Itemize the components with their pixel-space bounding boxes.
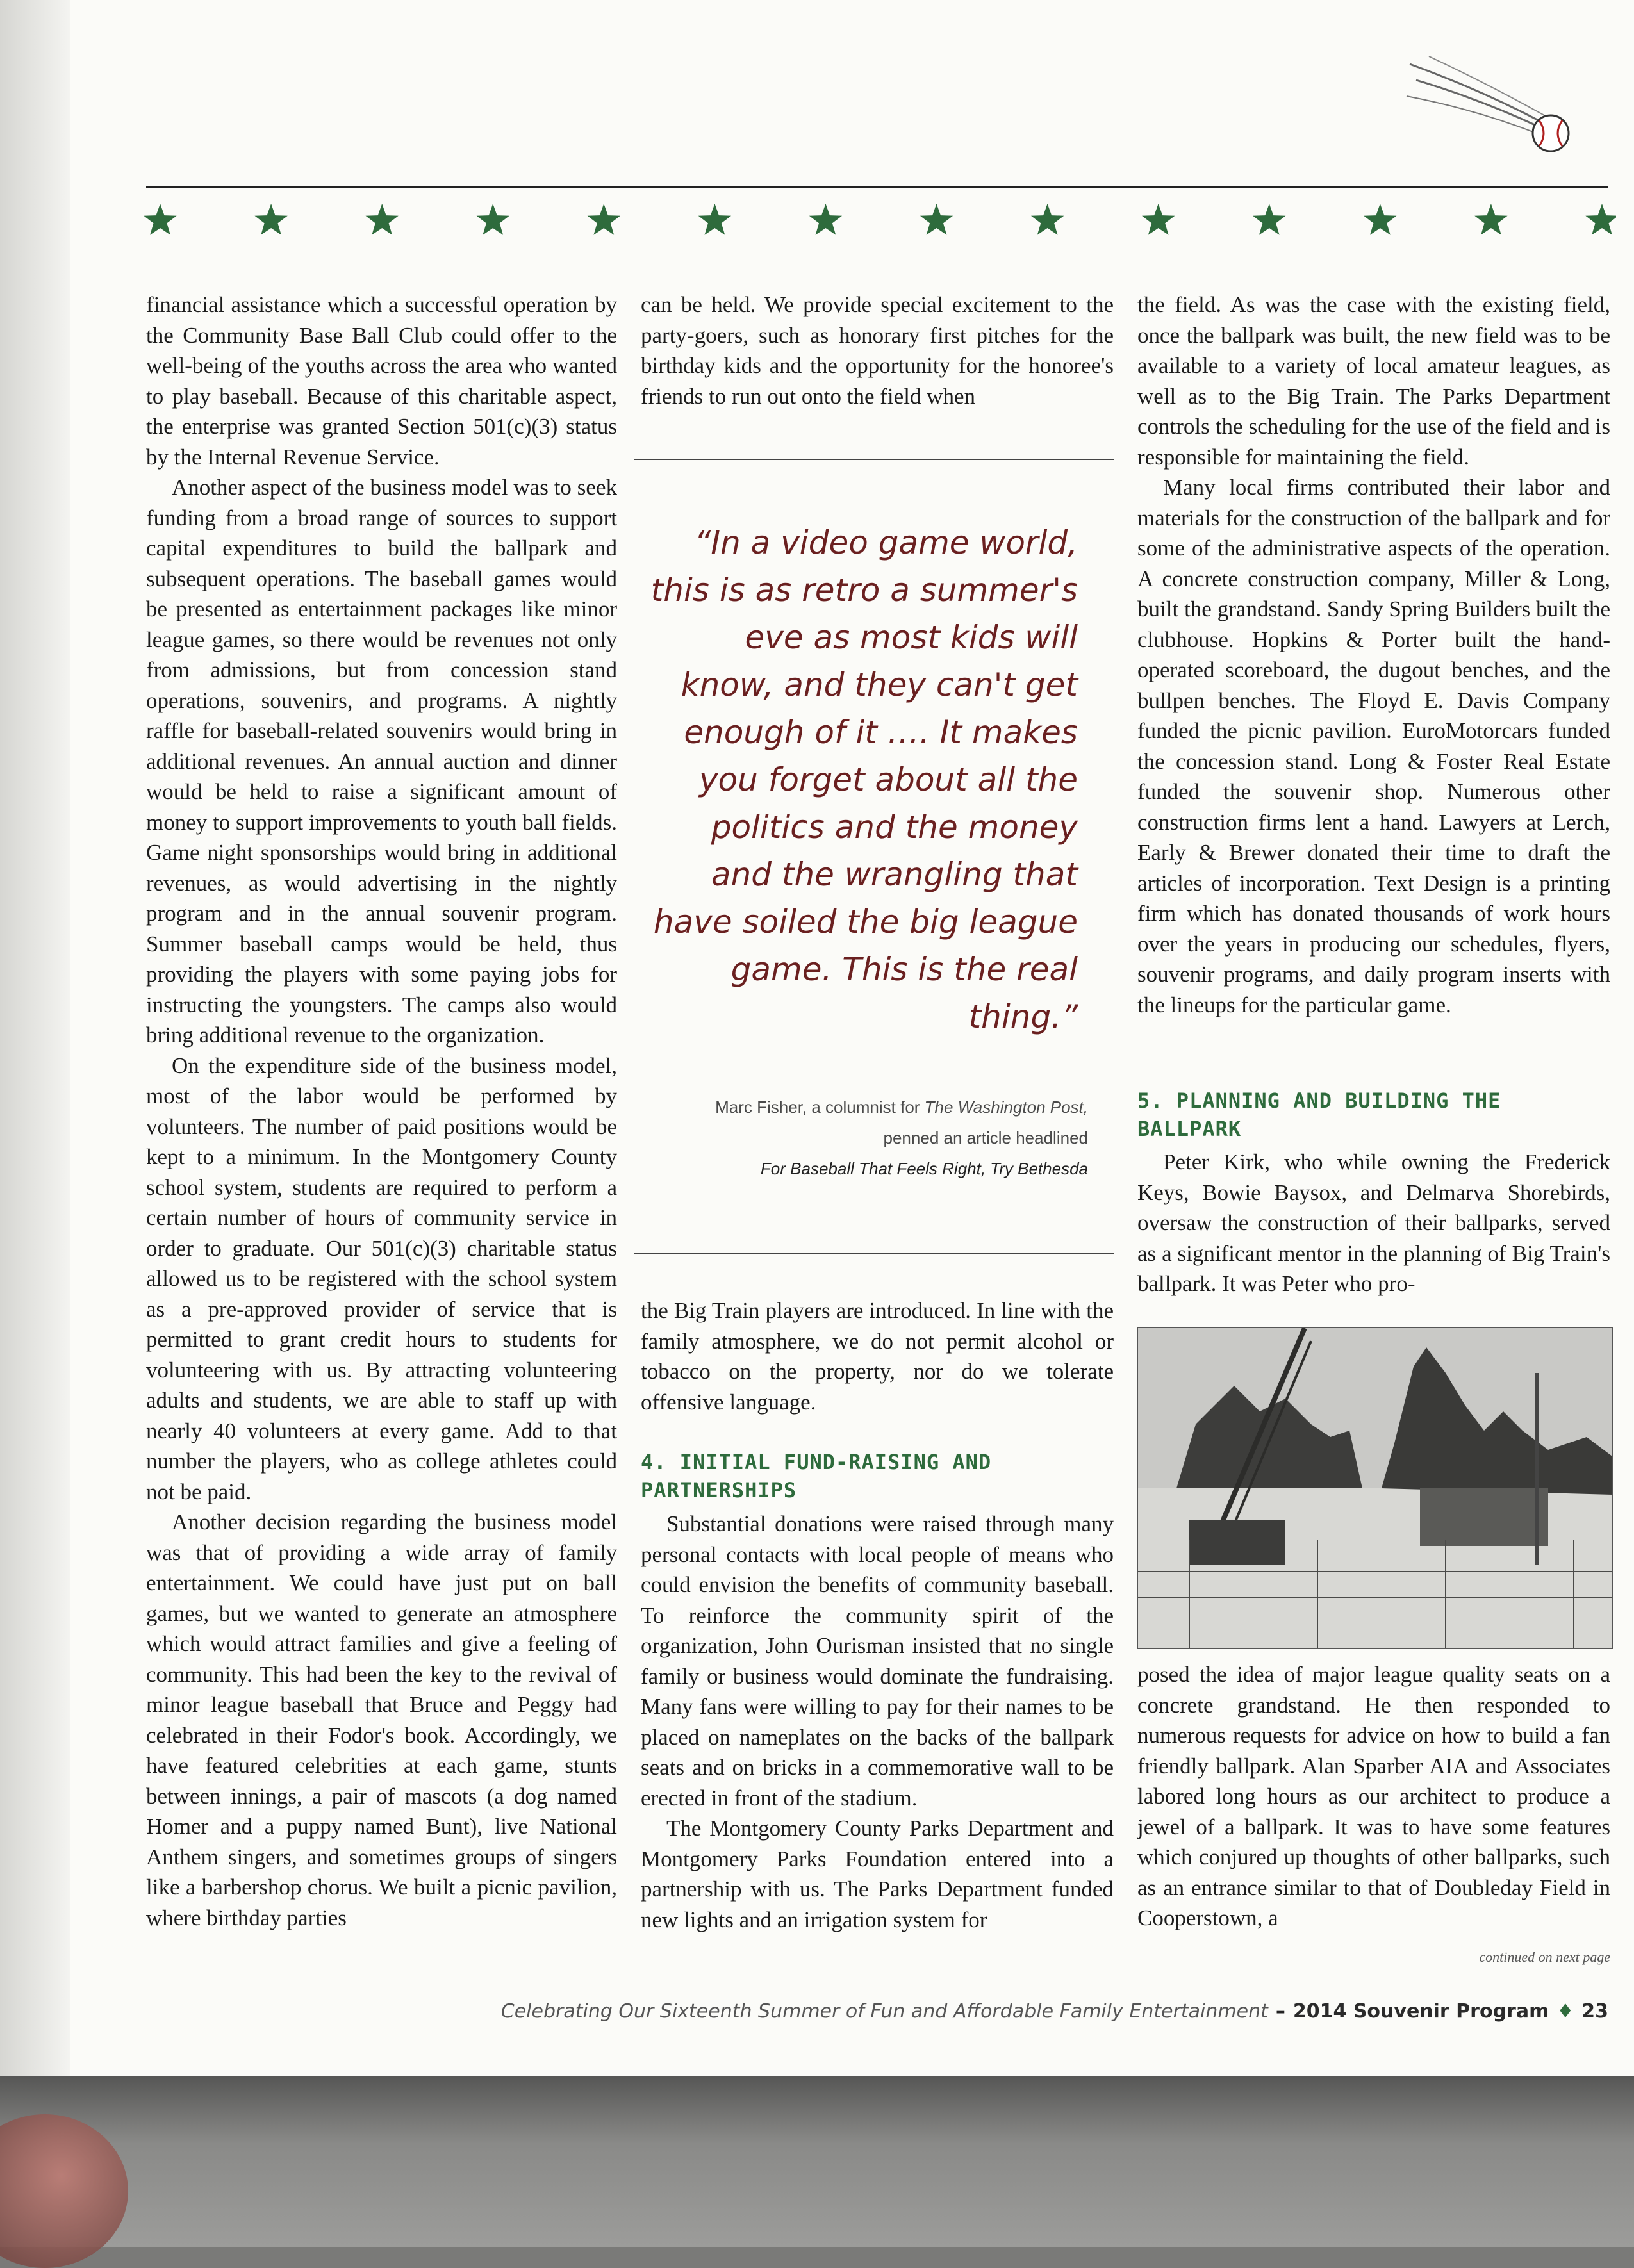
- star-icon: [1585, 204, 1616, 235]
- star-icon: [144, 204, 176, 235]
- col3-paragraph-2: Many local firms contributed their labor and materials for the construction of the ballpark and for some of the administrative aspects of the operation. A concrete construction company, Miller & Long, built the grandstand. Sandy Spring Builders built the clubhouse. Hopkins & Porter built the hand-operated scoreboard, the dugout benches, and the bullpen benches. The Floyd E. Davis Company funded the picnic pavilion. EuroMotorcars funded the concession stand. Long & Foster Real Estate funded the souvenir shop. Numerous other construction firms lent a hand. Lawyers at Lerch, Early & Brewer donated their time to draft the articles of incorporation. Text Design is a printing firm which has donated thousands of work hours over the years in producing our schedules, flyers, souvenir programs, and daily program inserts with the lineups for the particular game.: [1137, 475, 1610, 1017]
- section-4-paragraph-1: Substantial donations were raised through many personal contacts with local people of means who could envision the benefits of community baseball. To reinforce the community spirit of the organization, John Ourisman insisted that no single family or business would dominate the fundraising. Many fans were willing to pay for their names to be placed on nameplates on the backs of the ballpark seats and on bricks in a commemorative wall to be erected in front of the stadium.: [641, 1511, 1114, 1811]
- col1-paragraph-1: financial assistance which a successful operation by the Community Base Ball Club could offer to the well-being of the youths across the area who wanted to play baseball. Because of this charitable aspect, the enterprise was granted Section 501(c)(3) status by the Internal Revenue Service.: [146, 292, 617, 470]
- scan-background: [0, 2076, 1634, 2247]
- star-icon: [254, 204, 287, 235]
- page-number: 23: [1581, 2000, 1608, 2023]
- continued-note: continued on next page: [1479, 1949, 1610, 1965]
- star-icon: [1364, 204, 1396, 235]
- section-4-body: [641, 1509, 1114, 1935]
- diamond-icon: ♦: [1556, 2000, 1574, 2023]
- col2-paragraph-1: can be held. We provide special excitement to the party-goers, such as honorary first pitches for the birthday kids and the opportunity for the honoree's friends to run out onto the field when: [641, 292, 1114, 409]
- attribution-publication: The Washington Post,: [924, 1097, 1088, 1117]
- star-icon: [809, 204, 842, 235]
- col3-paragraph-1: the field. As was the case with the existing field, once the ballpark was built, the new field was to be available to a variety of local amateur leagues, as well as to the Big Train. The Parks Department controls the scheduling for the use of the field and is responsible for maintaining the field.: [1137, 292, 1610, 470]
- star-icon: [1253, 204, 1285, 235]
- section-5-paragraph-2: posed the idea of major league quality seats on a concrete grandstand. He then responded to numerous requests for advice on how to build a fan friendly ballpark. Alan Sparber AIA and Associates labored long hours as our architect to produce a jewel of a ballpark. It was to have some features which conjured up thoughts of other ballparks, such as an entrance similar to that of Doubleday Field in Cooperstown, a: [1137, 1662, 1610, 1930]
- attribution-headline: For Baseball That Feels Right, Try Bethesda: [760, 1159, 1088, 1178]
- col1-paragraph-4: Another decision regarding the business model was that of providing a wide array of family entertainment. We could have just put on ball games, but we wanted to generate an atmosphere which would attract families and give a feeling of community. This had been the key to the revival of minor league baseball that Bruce and Peggy had celebrated in their Fodor's book. Accordingly, we have featured celebrities at each game, stunts between innings, a pair of mascots (a dog named Homer and a puppy named Bunt), live National Anthem singers, and sometimes groups of singers like a barbershop chorus. We built a picnic pavilion, where birthday parties: [146, 1509, 617, 1930]
- column-3-bottom: [1137, 1659, 1610, 1934]
- star-icon: [1031, 204, 1064, 235]
- section-5-heading: 5. PLANNING AND BUILDING THE BALLPARK: [1137, 1089, 1501, 1141]
- footer-dash: –: [1275, 2000, 1285, 2023]
- pull-quote-attribution: [647, 1092, 1088, 1184]
- footer-tagline: Celebrating Our Sixteenth Summer of Fun and Affordable Family Entertainment: [500, 2000, 1268, 2023]
- pull-quote-rule-bottom: [634, 1253, 1114, 1254]
- attribution-line-2: penned an article headlined: [883, 1128, 1088, 1147]
- page-footer: [192, 2000, 1608, 2023]
- star-icon: [477, 204, 509, 235]
- star-icon: [920, 204, 953, 235]
- col1-paragraph-2: Another aspect of the business model was to seek funding from a broad range of sources to support capital expenditures to build the ballpark and subsequent operations. The baseball games would be presented as entertainment packages like minor league games, so there would be revenues not only from admissions, but from concession stand operations, souvenirs, and programs. A nightly raffle for baseball-related souvenirs would bring in additional revenues. An annual auction and dinner would be held to raise a significant amount of money to support improvements to youth ball fields. Game night sponsorships would bring in additional revenues, as would advertising in the nightly program and in the annual souvenir program. Summer baseball camps would be held, thus providing the players with some paying jobs for instructing the youngsters. The camps also would bring additional revenue to the organization.: [146, 475, 617, 1048]
- star-icon: [588, 204, 620, 235]
- column-2-bottom: [641, 1295, 1114, 1417]
- section-5-paragraph-1: Peter Kirk, who while owning the Frederick Keys, Bowie Baysox, and Delmarva Shorebirds, oversaw the construction of their ballparks, served as a significant mentor in the planning of Big Train's ballpark. It was Peter who pro-: [1137, 1149, 1610, 1296]
- star-icon: [1474, 204, 1507, 235]
- pull-quote: “In a video game world, this is as retro a summer's eve as most kids will know, and they can't get enough of it …. It makes you forget about all the politics and the money and the wrangling that have soiled the big league game. This is the real thing.”: [650, 524, 1078, 1035]
- star-icon: [1142, 204, 1175, 235]
- gutter-shadow: [0, 0, 70, 2076]
- star-row: [142, 192, 1616, 243]
- star-icon: [698, 204, 731, 235]
- star-icon: [366, 204, 399, 235]
- attribution-line-1: [647, 1092, 1088, 1122]
- column-1: [146, 290, 617, 1933]
- section-4-heading: 4. INITIAL FUND-RAISING AND PARTNERSHIPS: [641, 1450, 992, 1502]
- footer-program-title: 2014 Souvenir Program: [1292, 2000, 1549, 2023]
- section-5-intro: [1137, 1147, 1610, 1299]
- column-3-top: [1137, 290, 1610, 1020]
- ballpark-construction-photo: [1137, 1327, 1613, 1649]
- pull-quote-rule-top: [634, 459, 1114, 460]
- col2-paragraph-2: the Big Train players are introduced. In line with the family atmosphere, we do not permit alcohol or tobacco on the property, nor do we tolerate offensive language.: [641, 1298, 1114, 1415]
- header-rule: [146, 186, 1608, 188]
- baseball-icon: [1403, 51, 1583, 160]
- attribution-prefix: Marc Fisher, a columnist for: [715, 1097, 925, 1117]
- section-4-paragraph-2: The Montgomery County Parks Department and Montgomery Parks Foundation entered into a partnership with us. The Parks Department funded new lights and an irrigation system for: [641, 1816, 1114, 1932]
- column-2-top: [641, 290, 1114, 411]
- col1-paragraph-3: On the expenditure side of the business model, most of the labor would be performed by volunteers. The number of paid positions would be kept to a minimum. In the Montgomery County school system, students are required to perform a certain number of hours of community service in order to graduate. Our 501(c)(3) charitable status allowed us to be registered with the school system as a pre-approved provider of service that is permitted to grant credit hours to students for volunteering with us. By attracting volunteering adults and students, we are able to staff up with nearly 40 volunteers at every game. Add to that number the players, who as college athletes could not be paid.: [146, 1053, 617, 1504]
